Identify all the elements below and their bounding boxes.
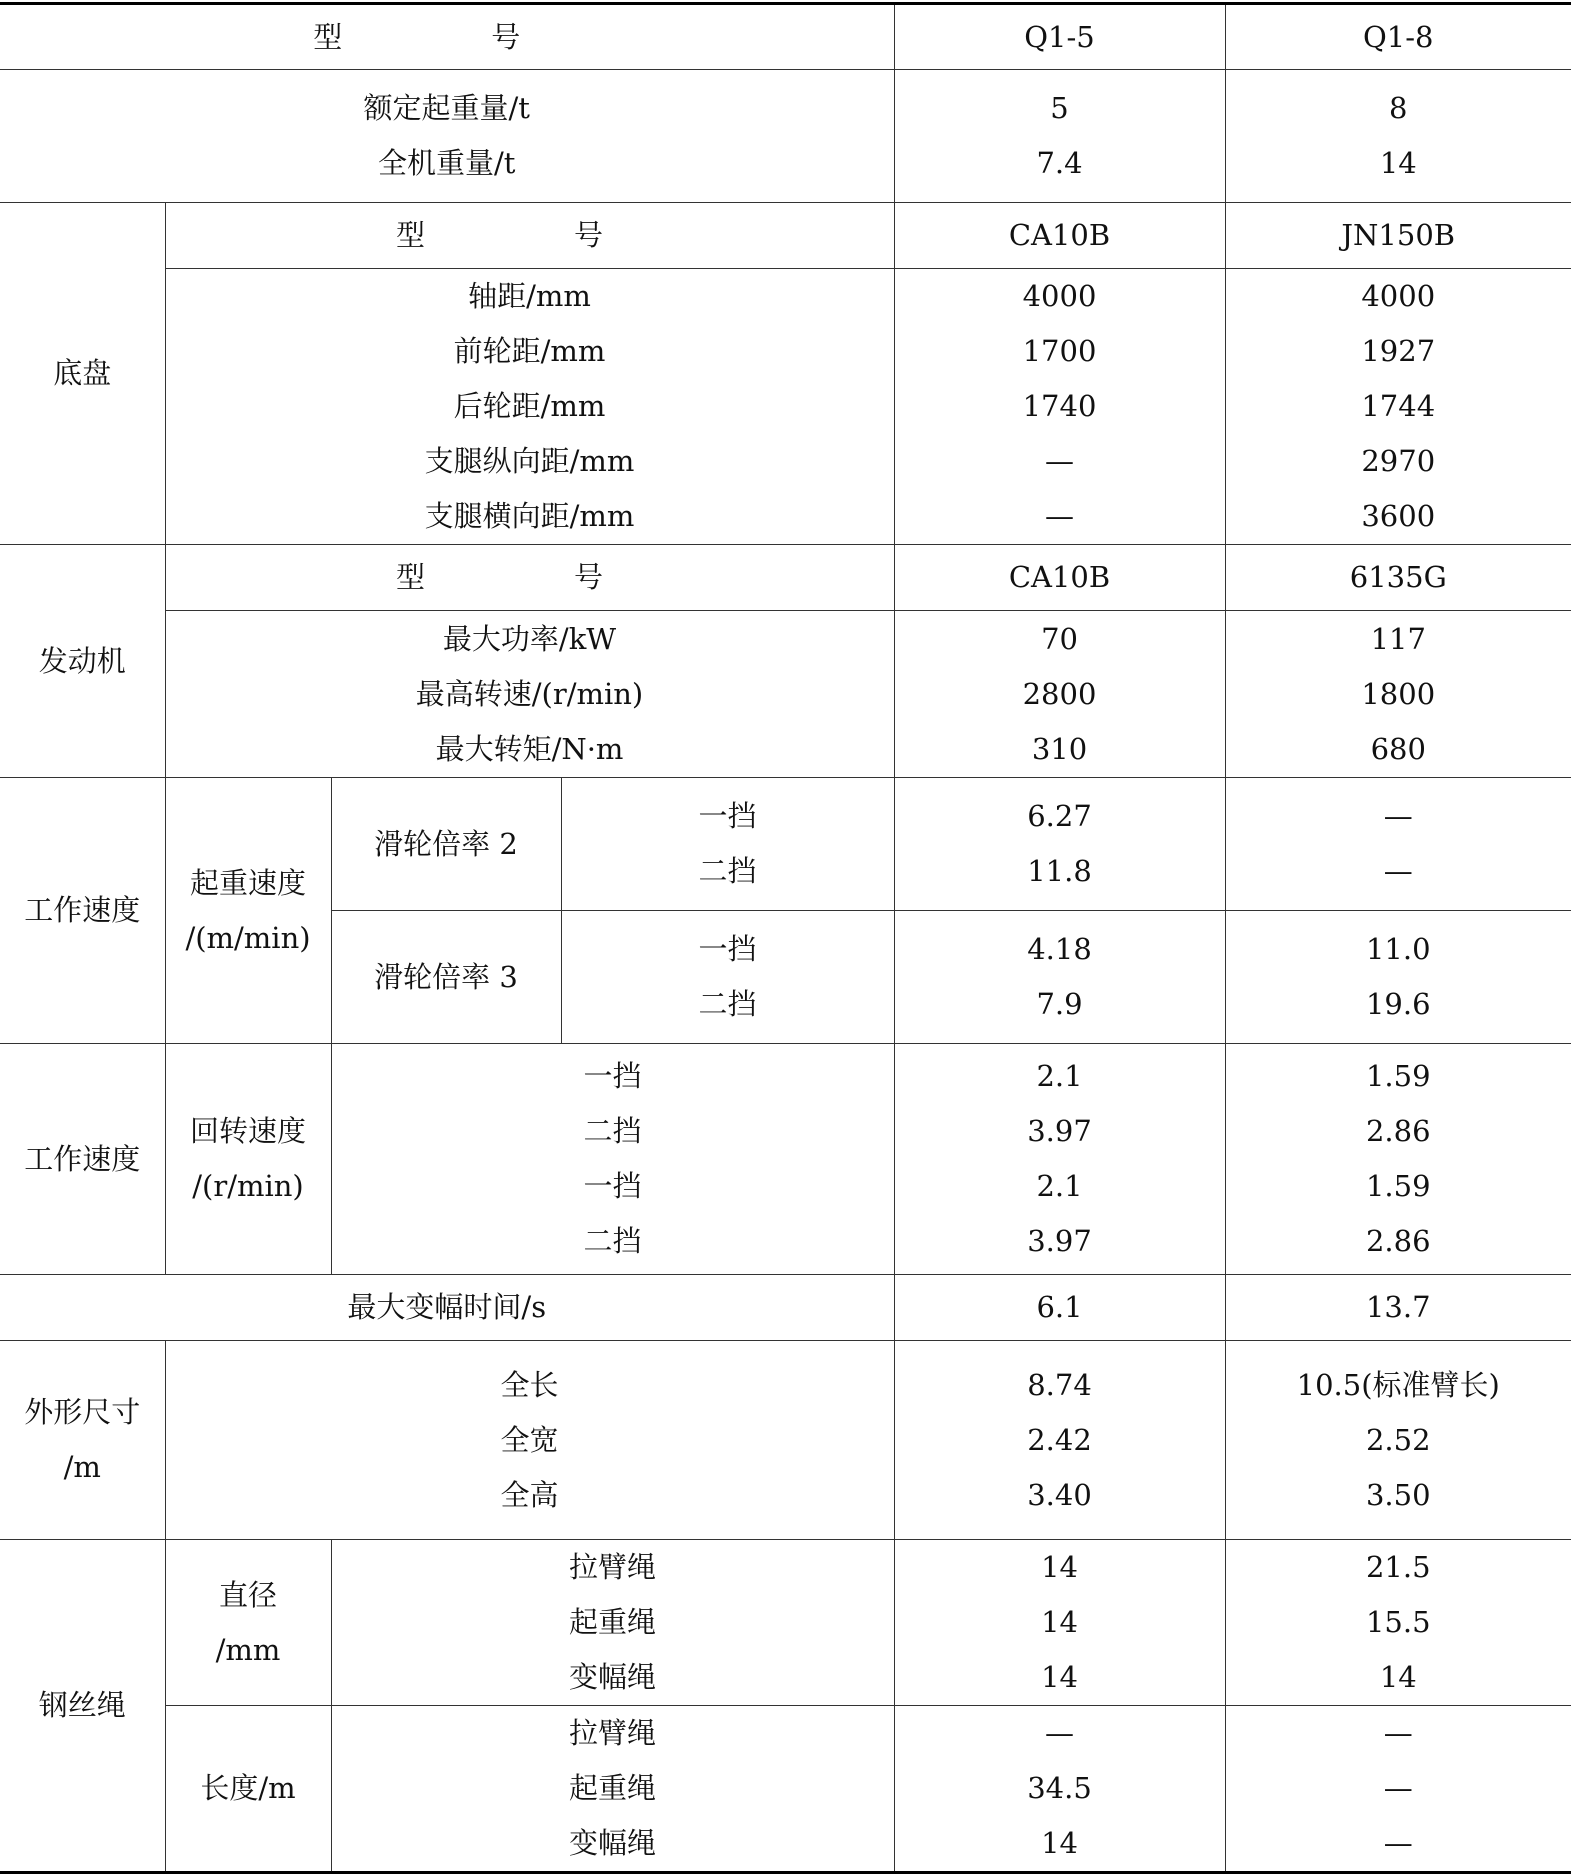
rope-group-label: 钢丝绳 — [0, 1540, 165, 1873]
rope-length-row — [0, 1706, 1571, 1873]
general-q18: 8 14 — [1225, 70, 1571, 203]
ratio2-gears: 一挡 二挡 — [561, 778, 894, 911]
engine-model-row — [0, 545, 1571, 611]
slew-q15: 2.1 3.97 2.1 3.97 — [894, 1044, 1225, 1275]
chassis-model-label: 型 号 — [165, 203, 894, 269]
dimensions-row — [0, 1341, 1571, 1540]
slew-q18: 1.59 2.86 1.59 2.86 — [1225, 1044, 1571, 1275]
engine-labels: 最大功率/kW 最高转速/(r/min) 最大转矩/N·m — [165, 611, 894, 778]
slew-gears: 一挡 二挡 一挡 二挡 — [331, 1044, 894, 1275]
ratio2-q15: 6.27 11.8 — [894, 778, 1225, 911]
ratio3-q18: 11.0 19.6 — [1225, 911, 1571, 1044]
crane-spec-table — [0, 2, 1571, 1874]
ratio3-q15: 4.18 7.9 — [894, 911, 1225, 1044]
dimensions-q15: 8.74 2.42 3.40 — [894, 1341, 1225, 1540]
header-model-label: 型 号 — [0, 4, 894, 70]
header-q18: Q1-8 — [1225, 4, 1571, 70]
header-q15: Q1-5 — [894, 4, 1225, 70]
slew-speed-row — [0, 1044, 1571, 1275]
chassis-model-row — [0, 203, 1571, 269]
luffing-q15: 6.1 — [894, 1275, 1225, 1341]
luffing-q18: 13.7 — [1225, 1275, 1571, 1341]
dimensions-labels: 全长 全宽 全高 — [165, 1341, 894, 1540]
engine-model-q18: 6135G — [1225, 545, 1571, 611]
rope-diameter-q18: 21.5 15.5 14 — [1225, 1540, 1571, 1706]
slew-speed-label: 回转速度 /(r/min) — [165, 1044, 331, 1275]
general-labels: 额定起重量/t 全机重量/t — [0, 70, 894, 203]
rope-length-q18: — — — — [1225, 1706, 1571, 1873]
ratio2-label: 滑轮倍率 2 — [331, 778, 561, 911]
rope-diameter-q15: 14 14 14 — [894, 1540, 1225, 1706]
ratio2-q18: — — — [1225, 778, 1571, 911]
rope-diameter-label: 直径 /mm — [165, 1540, 331, 1706]
rope-diameter-row — [0, 1540, 1571, 1706]
engine-group-label: 发动机 — [0, 545, 165, 778]
chassis-q15: 4000 1700 1740 — — — [894, 269, 1225, 545]
dimensions-group-label: 外形尺寸 /m — [0, 1341, 165, 1540]
ratio3-gears: 一挡 二挡 — [561, 911, 894, 1044]
rope-length-labels: 拉臂绳 起重绳 变幅绳 — [331, 1706, 894, 1873]
rope-length-label: 长度/m — [165, 1706, 331, 1873]
chassis-group-label: 底盘 — [0, 203, 165, 545]
general-row — [0, 70, 1571, 203]
chassis-values-row — [0, 269, 1571, 545]
lifting-group-label: 工作速度 — [0, 778, 165, 1044]
luffing-label: 最大变幅时间/s — [0, 1275, 894, 1341]
header-row — [0, 4, 1571, 70]
engine-q15: 70 2800 310 — [894, 611, 1225, 778]
general-q15: 5 7.4 — [894, 70, 1225, 203]
engine-q18: 117 1800 680 — [1225, 611, 1571, 778]
chassis-model-q18: JN150B — [1225, 203, 1571, 269]
chassis-model-q15: CA10B — [894, 203, 1225, 269]
dimensions-q18: 10.5(标准臂长) 2.52 3.50 — [1225, 1341, 1571, 1540]
ratio3-label: 滑轮倍率 3 — [331, 911, 561, 1044]
slew-group-label: 工作速度 — [0, 1044, 165, 1275]
engine-model-label: 型 号 — [165, 545, 894, 611]
rope-length-q15: — 34.5 14 — [894, 1706, 1225, 1873]
rope-diameter-labels: 拉臂绳 起重绳 变幅绳 — [331, 1540, 894, 1706]
lifting-speed-label: 起重速度 /(m/min) — [165, 778, 331, 1044]
engine-model-q15: CA10B — [894, 545, 1225, 611]
lifting-ratio2-row — [0, 778, 1571, 911]
luffing-row — [0, 1275, 1571, 1341]
engine-values-row — [0, 611, 1571, 778]
chassis-labels: 轴距/mm 前轮距/mm 后轮距/mm 支腿纵向距/mm 支腿横向距/mm — [165, 269, 894, 545]
chassis-q18: 4000 1927 1744 2970 3600 — [1225, 269, 1571, 545]
